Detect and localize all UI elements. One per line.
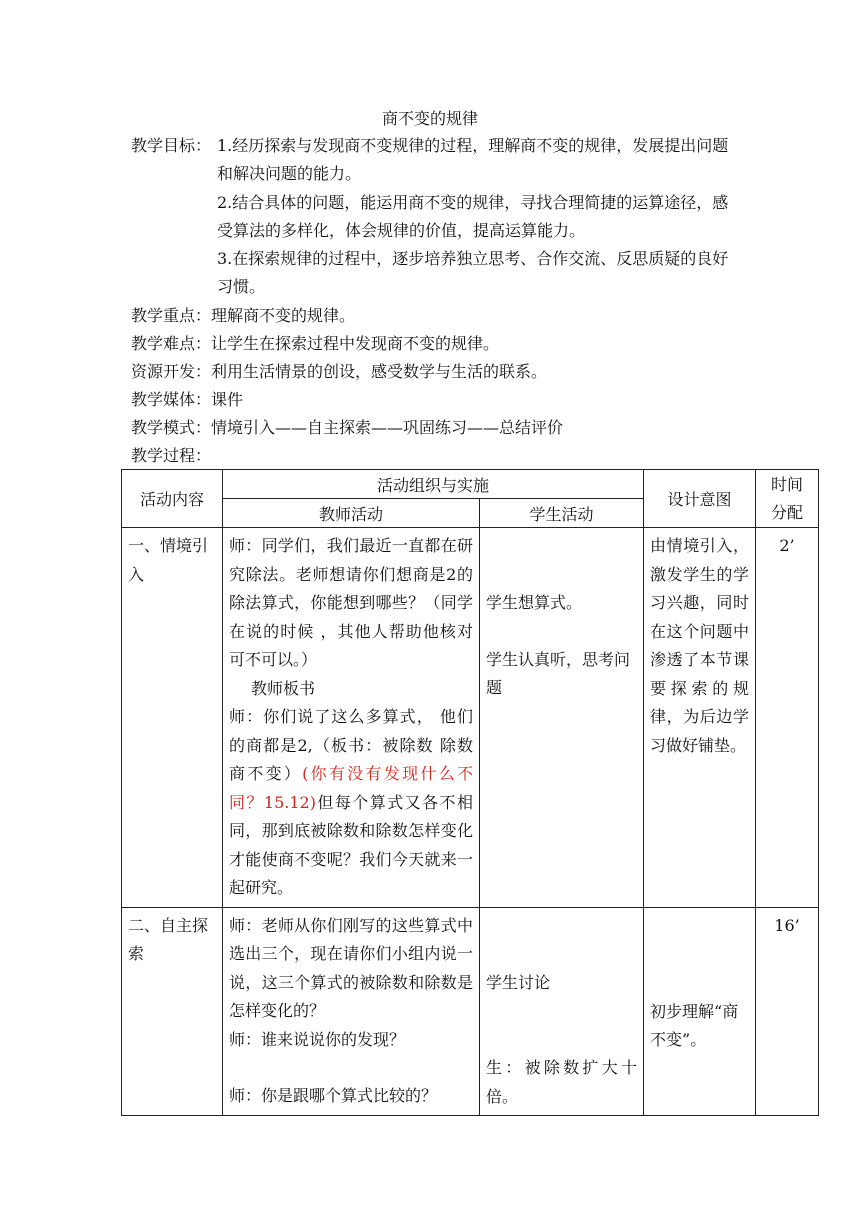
row1-teacher-p2: 教师板书 bbox=[251, 678, 316, 698]
objective-3: 3.在探索规律的过程中，逐步培养独立思考、合作交流、反思质疑的良好习惯。 bbox=[217, 249, 729, 296]
row1-teacher-p3: 师：你们说了这么多算式， 他们的商都是2,（板书：被除数 除数 商不变）(你有没有发现什么不同？15.12)但每个算式又各不相同，那到底被除数和除数怎样变化才能使商不变呢？我们今天就来一起研究。 bbox=[229, 707, 473, 897]
row2-teacher-1: 师：老师从你们刚写的这些算式中选出三个，现在请你们小组内说一说，这三个算式的被除数和除数是怎样变化的？ bbox=[229, 915, 473, 1020]
process-table bbox=[121, 469, 819, 1116]
row1-time: 2’ bbox=[756, 528, 819, 908]
row1-student bbox=[480, 528, 644, 908]
objectives-label: 教学目标： bbox=[131, 136, 212, 155]
header-design: 设计意图 bbox=[644, 470, 756, 528]
row2-teacher-2: 师：谁来说说你的发现？ bbox=[229, 1029, 406, 1049]
mode: 教学模式：情境引入——自主探索——巩固练习——总结评价 bbox=[131, 418, 564, 437]
row2-student-1: 学生讨论 bbox=[486, 972, 551, 992]
row2-teacher bbox=[223, 907, 480, 1116]
row1-activity: 一、情境引入 bbox=[122, 528, 223, 908]
header-activity: 活动内容 bbox=[122, 470, 223, 528]
row2-student bbox=[480, 907, 644, 1116]
document-title: 商不变的规律 bbox=[381, 109, 478, 128]
header-organization: 活动组织与实施 bbox=[223, 470, 644, 499]
key-point: 教学重点：理解商不变的规律。 bbox=[131, 306, 356, 325]
row1-student-2: 学生认真听，思考问题 bbox=[486, 649, 631, 697]
row2-time: 16’ bbox=[756, 907, 819, 1116]
row1-teacher-p1: 师：同学们，我们最近一直都在研究除法。老师想请你们想商是2的除法算式，你能想到哪些？（同学在说的时候 ，其他人帮助他核对可不可以。） bbox=[229, 536, 473, 669]
row1-teacher bbox=[223, 528, 480, 908]
red-annotation: (你有没有发现什么不同？15.12) bbox=[229, 764, 473, 812]
header-time: 时间分配 bbox=[756, 470, 819, 528]
difficulty: 教学难点：让学生在探索过程中发现商不变的规律。 bbox=[131, 334, 500, 353]
objective-2: 2.结合具体的问题，能运用商不变的规律，寻找合理简捷的运算途径，感受算法的多样化，体会规律的价值，提高运算能力。 bbox=[217, 193, 729, 240]
process-label: 教学过程： bbox=[131, 446, 212, 465]
header-student: 学生活动 bbox=[480, 499, 644, 528]
header-teacher: 教师活动 bbox=[223, 499, 480, 528]
row2-student-2: 生：被除数扩大十倍。 bbox=[486, 1058, 638, 1106]
row1-student-1: 学生想算式。 bbox=[486, 593, 583, 612]
row2-design: 初步理解“商不变”。 bbox=[644, 907, 756, 1116]
objective-1: 1.经历探索与发现商不变规律的过程，理解商不变的规律，发展提出问题和解决问题的能力。 bbox=[217, 136, 729, 183]
media: 教学媒体：课件 bbox=[131, 390, 244, 409]
row2-teacher-3: 师：你是跟哪个算式比较的？ bbox=[229, 1086, 438, 1105]
row1-design: 由情境引入，激发学生的学习兴趣，同时在这个问题中渗透了本节课要探索的规律，为后边学习做好铺垫。 bbox=[644, 528, 756, 908]
row2-activity: 二、自主探索 bbox=[122, 907, 223, 1116]
resource: 资源开发：利用生活情景的创设，感受数学与生活的联系。 bbox=[131, 362, 548, 381]
